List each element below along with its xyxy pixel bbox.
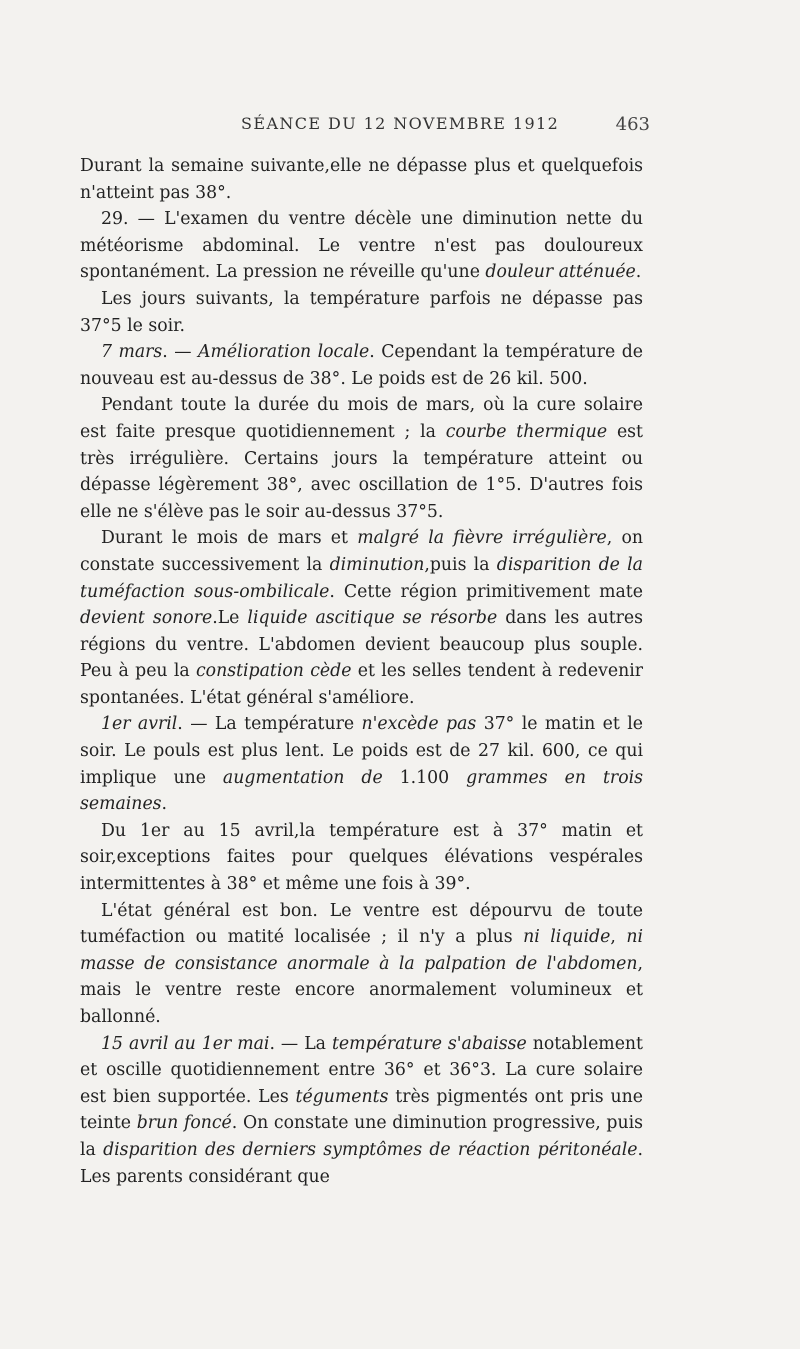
italic-text: disparition de la tuméfaction sous-ombilicale (80, 554, 643, 602)
text-run: 1.100 (382, 767, 467, 788)
text-run: 29. — L'examen du ventre décèle une diminution nette du météorisme abdominal. Le ventre n'est pas douloureux spontanément. La pression ne réveille qu'une (80, 209, 643, 283)
text-run: dans les autres régions du ventre. L'abdomen devient beaucoup plus souple. Peu à peu la (80, 608, 643, 682)
italic-text: ni liquide (523, 927, 611, 948)
text-run: . Cependant la température de nouveau est au-dessus de 38°. Le poids est de 26 kil. 500. (80, 342, 644, 389)
paragraph (80, 286, 643, 339)
italic-text: 1er avril (101, 714, 178, 735)
italic-text: devient sonore (80, 608, 213, 629)
text-run: Du 1er au 15 avril,la température est à 37° matin et soir,exceptions faites pour quelques élévations vespérales intermittentes à 38° et même une fois à 39°. (80, 820, 643, 895)
body-text (80, 153, 643, 1190)
text-run: Les jours suivants, la température parfois ne dépasse pas 37°5 le soir. (80, 288, 643, 336)
italic-text: grammes en trois semaines (80, 767, 643, 815)
italic-text: brun foncé (136, 1113, 232, 1134)
text-run: . — (162, 342, 198, 363)
text-run: Durant la semaine suivante,elle ne dépasse plus et quelquefois n'atteint pas 38°. (80, 156, 643, 203)
text-run: . Cette région primitivement mate (329, 581, 643, 602)
text-run: L'état général est bon. Le ventre est dépourvu de toute tuméfaction ou matité localisée ; il n'y a plus (80, 900, 643, 948)
page-number: 463 (615, 114, 650, 135)
italic-text: Amélioration locale (197, 342, 370, 363)
italic-text: ni masse de consistance anormale à la palpation de l'abdomen (80, 927, 643, 974)
italic-text: 7 mars (101, 342, 163, 363)
text-run: Durant le mois de mars et (101, 528, 358, 549)
text-run: très pigmentés ont pris une teinte (80, 1086, 643, 1134)
paragraph (80, 339, 643, 392)
italic-text: diminution (329, 554, 425, 575)
paragraph (80, 711, 643, 817)
header-title: SÉANCE DU 12 NOVEMBRE 1912 (241, 114, 560, 133)
italic-text: malgré la fièvre irrégulière (357, 528, 607, 549)
italic-text: 15 avril au 1er mai (101, 1033, 270, 1054)
text-run: . — La température (177, 714, 362, 735)
paragraph (80, 525, 643, 711)
paragraph (80, 1031, 643, 1191)
text-run: , mais le ventre reste encore anormalement volumineux et ballonné. (80, 953, 643, 1027)
paragraph (80, 153, 643, 206)
italic-text: n'excède pas (361, 714, 477, 735)
text-run: . (635, 262, 642, 283)
text-run: . On constate une diminution progressive, puis la (80, 1113, 643, 1160)
paragraph (80, 818, 643, 898)
text-run: . — La (269, 1033, 332, 1054)
text-run: .Le (212, 608, 248, 629)
italic-text: disparition des derniers symptômes de réaction péritonéale (103, 1139, 638, 1160)
text-run: . Les parents considérant que (80, 1139, 643, 1187)
text-run: , (610, 927, 627, 948)
italic-text: augmentation de (222, 767, 383, 788)
text-run: Pendant toute la durée du mois de mars, où la cure solaire est faite presque quotidiennement ; la (80, 395, 643, 442)
paragraph (80, 898, 643, 1031)
italic-text: constipation cède (196, 661, 352, 682)
italic-text: douleur atténuée (485, 262, 636, 283)
text-run: 37° le matin et le soir. Le pouls est plus lent. Le poids est de 27 kil. 600, ce qui implique une (80, 714, 644, 788)
paragraph (80, 206, 643, 286)
text-run: et les selles tendent à redevenir spontanées. L'état général s'améliore. (80, 661, 643, 708)
running-header (80, 114, 650, 138)
italic-text: téguments (295, 1086, 389, 1107)
paragraph (80, 392, 643, 525)
italic-text: température s'abaisse (331, 1033, 527, 1054)
italic-text: courbe thermique (445, 421, 608, 442)
text-run: , on constate successivement la (80, 528, 643, 575)
italic-text: liquide ascitique se résorbe (247, 608, 498, 629)
text-run: ,puis la (424, 554, 497, 575)
text-run: . (161, 794, 168, 815)
text-run: est très irrégulière. Certains jours la température atteint ou dépasse légèrement 38°, avec oscillation de 1°5. D'autres fois elle ne s'élève pas le soir au-dessus 37°5. (80, 421, 643, 522)
text-run: notablement et oscille quotidiennement entre 36° et 36°3. La cure solaire est bien supportée. Les (80, 1033, 643, 1107)
